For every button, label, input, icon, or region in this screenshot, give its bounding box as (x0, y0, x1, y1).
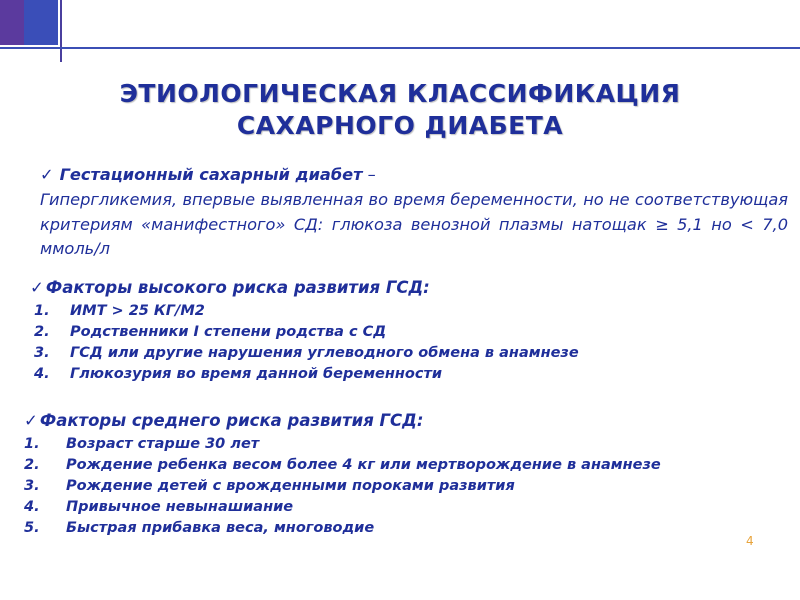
list-item-text: Рождение детей с врожденными пороками развития (66, 478, 515, 494)
gdm-definition-dash: – (362, 165, 376, 184)
list-item-number: 2. (24, 457, 40, 473)
list-item (24, 434, 661, 455)
list-item (24, 497, 661, 518)
high-risk-list (30, 301, 579, 385)
header-decor-horizontal-line (0, 47, 800, 49)
list-item-text: Привычное невынашиание (66, 499, 294, 515)
list-item-number: 2. (34, 324, 50, 340)
slide-title (0, 78, 800, 142)
header-decor-square-blue (24, 0, 58, 45)
slide-title-line-1: ЭТИОЛОГИЧЕСКАЯ КЛАССИФИКАЦИЯ (119, 79, 681, 108)
list-item-text: ИМТ > 25 КГ/М2 (70, 303, 205, 319)
list-item-text: Рождение ребенка весом более 4 кг или мертворождение в анамнезе (66, 457, 661, 473)
list-item-number: 1. (24, 436, 40, 452)
gdm-definition-body: Гипергликемия, впервые выявленная во время беременности, но не соответствующая критериям «манифестного» СД: глюкоза венозной плазмы натощак ≥ 5,1 но < 7,0 ммоль/л (40, 190, 788, 258)
list-item (24, 518, 661, 539)
medium-risk-factors (24, 411, 661, 539)
list-item-text: Глюкозурия во время данной беременности (70, 366, 443, 382)
high-risk-factors (30, 278, 579, 385)
list-item (30, 322, 579, 343)
list-item (30, 364, 579, 385)
header-decor-vertical-line (60, 0, 62, 62)
list-item (30, 343, 579, 364)
page-number: 4 (746, 534, 754, 548)
list-item (24, 455, 661, 476)
list-item (30, 301, 579, 322)
checkmark-icon: ✓ (40, 165, 54, 184)
gdm-definition (40, 165, 788, 262)
header-decor-square-purple (0, 0, 24, 45)
medium-risk-title (24, 411, 661, 430)
gdm-definition-heading (40, 165, 788, 184)
checkmark-icon: ✓ (30, 278, 44, 297)
list-item-text: Возраст старше 30 лет (66, 436, 260, 452)
list-item-text: ГСД или другие нарушения углеводного обмена в анамнезе (70, 345, 579, 361)
gdm-definition-term: Гестационный сахарный диабет (59, 165, 363, 184)
high-risk-title-text: Факторы высокого риска развития ГСД: (45, 278, 430, 297)
list-item-number: 3. (34, 345, 50, 361)
list-item-text: Родственники I степени родства с СД (70, 324, 387, 340)
medium-risk-list (24, 434, 661, 539)
list-item-number: 1. (34, 303, 50, 319)
list-item-number: 4. (24, 499, 40, 515)
list-item (24, 476, 661, 497)
list-item-number: 3. (24, 478, 40, 494)
slide-title-line-2: САХАРНОГО ДИАБЕТА (236, 111, 564, 140)
checkmark-icon: ✓ (24, 411, 38, 430)
medium-risk-title-text: Факторы среднего риска развития ГСД: (39, 411, 424, 430)
high-risk-title (30, 278, 579, 297)
list-item-text: Быстрая прибавка веса, многоводие (66, 520, 375, 536)
list-item-number: 5. (24, 520, 40, 536)
list-item-number: 4. (34, 366, 50, 382)
